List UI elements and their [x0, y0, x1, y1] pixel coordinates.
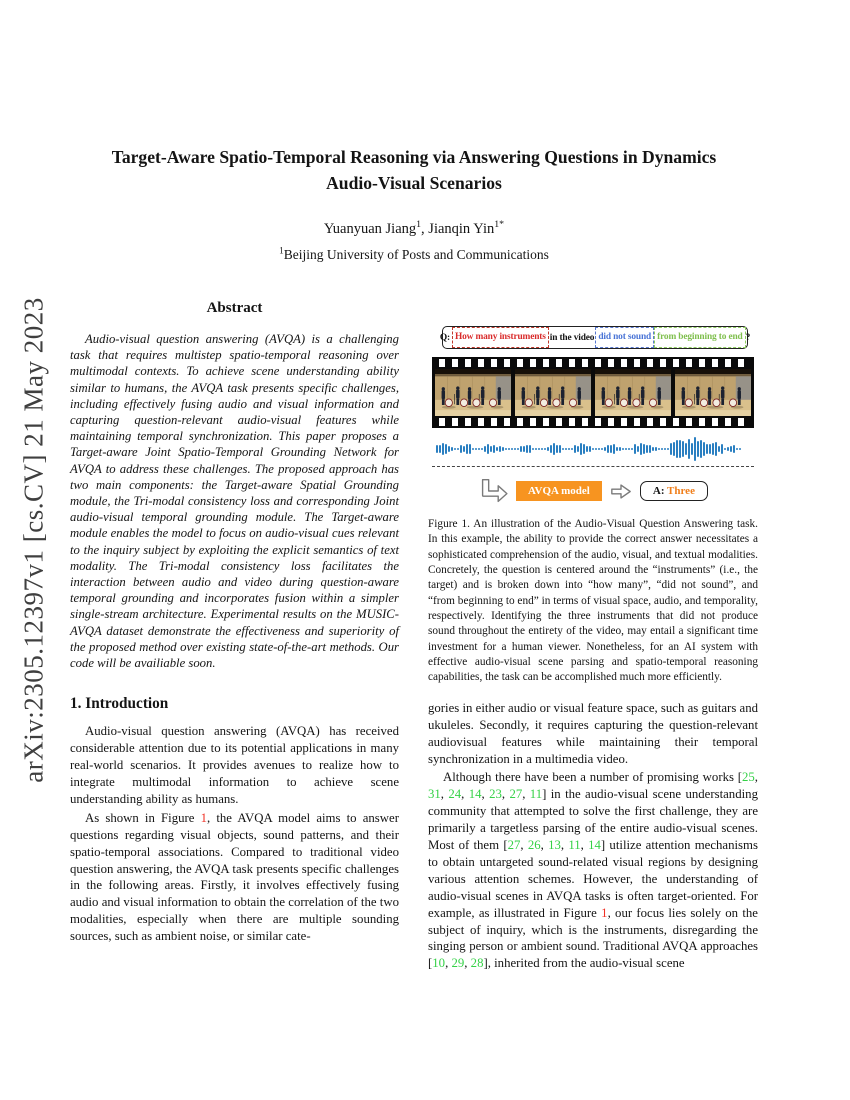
video-filmstrip: [432, 357, 754, 428]
question-mark: ?: [745, 332, 751, 343]
answer-prefix: A:: [652, 485, 665, 497]
filmstrip-sprockets-bottom: [435, 416, 751, 428]
left-column: [70, 300, 399, 947]
avqa-model-box: AVQA model: [516, 481, 602, 501]
section-heading-introduction: 1. Introduction: [70, 695, 169, 713]
answer-box: [640, 481, 708, 501]
question-segment-audio: did not sound: [595, 327, 654, 348]
audio-waveform: [436, 434, 750, 464]
question-label: Q:: [439, 332, 450, 343]
right-paragraph-2: Although there have been a number of promising works [25, 31, 24, 14, 23, 27, 11] in the audio-visual scene understanding community that attempted to solve the first challenge, they are primarily a targetless parsing of the entire audio-visual scenes. Most of them [27, 26, 13, 11, 14] utilize attention mechanisms to obtain untargeted sound-related visual regions by designing various attention schemes. However, the understanding of audio-visual scenes in AVQA tasks is often target-oriented. For example, as illustrated in Figure 1, our focus lies solely on the subject of inquiry, which is the instruments, disregarding the singing person or ambient sound. Traditional AVQA approaches [10, 29, 28], inherited from the audio-visual scene: [428, 770, 758, 971]
video-frame: [515, 369, 591, 416]
figure-1: [428, 326, 758, 686]
figure-1-caption: Figure 1. An illustration of the Audio-Visual Question Answering task. In this example, the ability to provide the correct answer necessitates a sophisticated comprehension of the audio, visual, and textual modalities. Concretely, the question is centered around the “instruments” (i.e., the target) and is broken down into “how many”, “did not sound”, and “from beginning to end” in terms of visual space, audio, and temporality, respectively. Identifying the three instruments that did not produce sound throughout the entirety of the video, may entail a significant time investment for a human viewer. Nonetheless, for an AI system with effective audio-visual scene parsing and spatio-temporal reasoning capabilities, the task can be accomplished much more efficiently.: [428, 518, 758, 684]
video-frame: [435, 369, 511, 416]
right-column: [428, 326, 758, 974]
video-frames: [435, 369, 751, 416]
video-frame: [675, 369, 751, 416]
paper-title-line2: Audio-Visual Scenarios: [326, 173, 502, 194]
question-segment-spatial: How many instruments: [452, 327, 549, 348]
question-segment-temporal: from beginning to end: [654, 327, 746, 348]
intro-paragraph-1: Audio-visual question answering (AVQA) has received considerable attention due to its potential applications in many real-world scenarios. It provides avenues to realize how to integrate multimodal information to achieve scene understanding ability as humans.: [70, 724, 399, 806]
video-frame: [595, 369, 671, 416]
figure-question-box: [439, 326, 751, 349]
paper-title: [70, 144, 758, 197]
arxiv-banner: arXiv:2305.12397v1 [cs.CV] 21 May 2023: [18, 297, 49, 783]
bent-arrow-icon: [478, 478, 508, 504]
authors-line: Yuanyuan Jiang$^1$, Jianqin Yin$^{1*}$: [323, 218, 505, 237]
abstract-heading: Abstract: [206, 300, 263, 316]
answer-value: Three: [667, 485, 695, 497]
timeline-dashed-line: [432, 466, 754, 467]
filmstrip-sprockets-top: [435, 357, 751, 369]
intro-paragraph-2: As shown in Figure 1, the AVQA model aims to answer questions regarding visual objects, sound patterns, and their spatio-temporal associations. Compared to traditional video question answering, the AVQA task presents specific challenges in the following areas. Firstly, it involves effectively fusing audio and visual information to obtain the correlation of the two modalities, especially when there are multiple sounding sources, such as ambient noise, or similar cate-: [70, 810, 399, 944]
affiliation-line: $^1$Beijing University of Posts and Communications: [279, 245, 549, 262]
abstract-body: Audio-visual question answering (AVQA) is a challenging task that requires multistep spatio-temporal reasoning over multimodal contexts. To achieve scene understanding ability similar to humans, the AVQA task presents specific challenges, including effectively fusing audio and visual information and capturing question-relevant audio-visual features while maintaining temporal synchronization. This paper proposes a Target-aware Joint Spatio-Temporal Grounding Network for AVQA to address these challenges. The proposed approach has two main components: the Target-aware Spatial Grounding module, the Tri-modal consistency loss and corresponding Joint audio-visual temporal grounding module. The Target-aware module enables the model to focus on audio-visual cues relevant to the inquiry subject by exploiting the explicit semantics of text modality. The Tri-modal consistency loss facilitates the interaction between audio and video during question-aware temporal grounding and incorporates fusion within a simpler single-stream architecture. Experimental results on the MUSIC-AVQA dataset demonstrate the effectiveness and superiority of the proposed method over existing state-of-the-art methods. Our code will be availiable soon.: [70, 332, 399, 671]
right-arrow-icon: [610, 483, 632, 500]
model-flow-row: [428, 475, 758, 507]
question-segment-plain: in the video: [549, 332, 595, 343]
paper-title-line1: Target-Aware Spatio-Temporal Reasoning via Answering Questions in Dynamics: [111, 147, 717, 167]
paper-header: [70, 144, 758, 263]
right-paragraph-continuation: gories in either audio or visual feature space, such as guitars and ukuleles. Secondly, it requires capturing the question-relevant audiovisual features while maintaining their temporal synchronization in a multimedia video.: [428, 700, 758, 766]
